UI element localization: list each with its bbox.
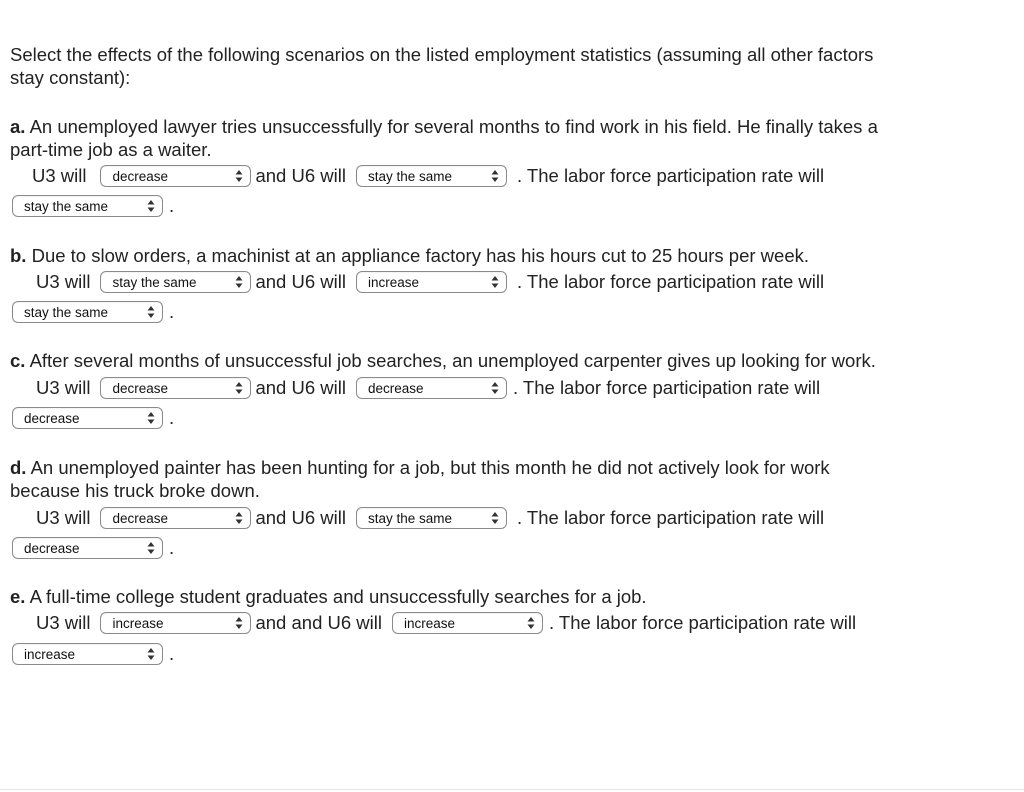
u3-label: U3 will [36, 271, 91, 292]
question-c-lfpr-select[interactable] [12, 407, 163, 429]
select-value: stay the same [24, 304, 109, 320]
lfpr-label: . The labor force participation rate will [516, 165, 825, 186]
question-b-text-line-1 [10, 244, 809, 267]
question-a-u6-select[interactable] [356, 165, 507, 187]
u6-label: and U6 will [255, 507, 346, 528]
u3-label: U3 will [36, 377, 91, 398]
period: . [169, 407, 175, 428]
select-value: increase [367, 274, 420, 290]
select-value: stay the same [24, 198, 109, 214]
updown-chevron-icon [491, 381, 499, 395]
question-c-text-line-1 [10, 349, 876, 372]
question-d-answer-row [36, 505, 824, 531]
select-value: stay the same [112, 274, 197, 290]
period: . [169, 301, 175, 322]
question-e-answer-row [36, 610, 856, 636]
updown-chevron-icon [491, 275, 499, 289]
updown-chevron-icon [147, 541, 155, 555]
question-e-lfpr-select[interactable] [12, 643, 163, 665]
select-value: decrease [24, 410, 80, 426]
u3-label: U3 will [32, 165, 87, 186]
period: . [169, 195, 175, 216]
question-e-u6-select[interactable] [392, 612, 543, 634]
question-e-lfpr-row [8, 641, 174, 667]
select-value: increase [112, 615, 164, 631]
lfpr-label: . The labor force participation rate will [516, 271, 825, 292]
lfpr-label: . The labor force participation rate will [548, 612, 857, 633]
lfpr-label: . The labor force participation rate will [512, 377, 821, 398]
updown-chevron-icon [491, 511, 499, 525]
question-a-text: An unemployed lawyer tries unsuccessfully for several months to find work in his field. He finally takes a [29, 116, 878, 137]
question-a-u3-select[interactable] [100, 165, 251, 187]
question-c-u6-select[interactable] [356, 377, 507, 399]
question-e-text: A full-time college student graduates and unsuccessfully searches for a job. [29, 586, 647, 607]
u6-label: and and U6 will [255, 612, 382, 633]
select-value: stay the same [367, 510, 453, 526]
question-d-u3-select[interactable] [100, 507, 251, 529]
select-value: stay the same [367, 168, 453, 184]
question-a-lfpr-select[interactable] [12, 195, 163, 217]
question-c-answer-row [36, 375, 820, 401]
u6-label: and U6 will [255, 165, 346, 186]
question-c-lfpr-row [8, 405, 174, 431]
question-e-text-line-1 [10, 585, 647, 608]
question-d-lfpr-row [8, 535, 174, 561]
select-value: decrease [112, 510, 169, 526]
question-b-lfpr-row [8, 299, 174, 325]
updown-chevron-icon [235, 275, 243, 289]
u6-label: and U6 will [255, 377, 346, 398]
updown-chevron-icon [235, 381, 243, 395]
updown-chevron-icon [235, 511, 243, 525]
question-d-text-line-1 [10, 456, 830, 479]
question-d-lfpr-select[interactable] [12, 537, 163, 559]
question-b-label: b. [10, 245, 27, 266]
question-d-label: d. [10, 457, 27, 478]
question-d-text-line-2: because his truck broke down. [10, 480, 260, 501]
question-e-label: e. [10, 586, 26, 607]
question-d-text: An unemployed painter has been hunting for a job, but this month he did not actively look for work [30, 457, 830, 478]
updown-chevron-icon [235, 616, 243, 630]
question-e-u3-select[interactable] [100, 612, 251, 634]
select-value: decrease [112, 380, 169, 396]
updown-chevron-icon [147, 647, 155, 661]
select-value: decrease [24, 540, 80, 556]
updown-chevron-icon [147, 411, 155, 425]
period: . [169, 643, 175, 664]
select-value: increase [403, 615, 456, 631]
question-a-text-line-1 [10, 115, 878, 138]
u3-label: U3 will [36, 612, 91, 633]
question-c-text: After several months of unsuccessful job searches, an unemployed carpenter gives up looking for work. [29, 350, 876, 371]
lfpr-label: . The labor force participation rate will [516, 507, 825, 528]
question-b-answer-row [36, 269, 824, 295]
updown-chevron-icon [527, 616, 535, 630]
question-a-text-line-2: part-time job as a waiter. [10, 139, 212, 160]
question-b-u6-select[interactable] [356, 271, 507, 293]
instructions-line-1: Select the effects of the following scenarios on the listed employment statistics (assuming all other factors [10, 44, 874, 65]
question-b-lfpr-select[interactable] [12, 301, 163, 323]
updown-chevron-icon [235, 169, 243, 183]
select-value: increase [24, 646, 76, 662]
updown-chevron-icon [147, 305, 155, 319]
question-d-u6-select[interactable] [356, 507, 507, 529]
instructions-line-2: stay constant): [10, 67, 131, 88]
question-a-lfpr-row [8, 193, 174, 219]
question-a-answer-row [32, 163, 824, 189]
select-value: decrease [367, 380, 424, 396]
question-b-u3-select[interactable] [100, 271, 251, 293]
question-c-label: c. [10, 350, 26, 371]
bottom-divider [0, 789, 1024, 790]
question-c-u3-select[interactable] [100, 377, 251, 399]
question-b-text: Due to slow orders, a machinist at an appliance factory has his hours cut to 25 hours per week. [31, 245, 810, 266]
u6-label: and U6 will [255, 271, 346, 292]
period: . [169, 537, 175, 558]
question-a-label: a. [10, 116, 26, 137]
u3-label: U3 will [36, 507, 91, 528]
select-value: decrease [112, 168, 169, 184]
updown-chevron-icon [147, 199, 155, 213]
updown-chevron-icon [491, 169, 499, 183]
